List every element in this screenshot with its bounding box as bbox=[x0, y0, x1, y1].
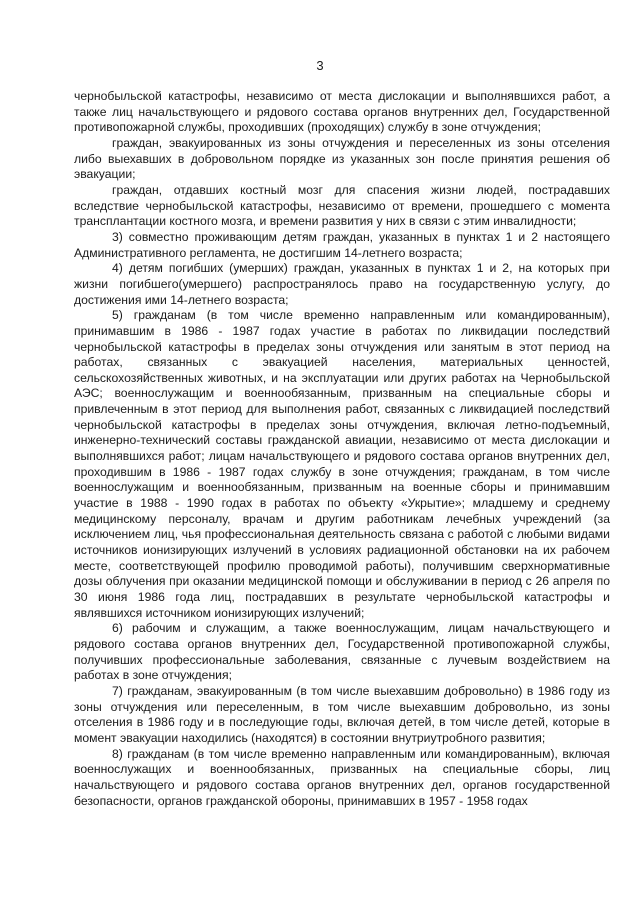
page-number: 3 bbox=[316, 58, 324, 73]
paragraph-item-7: 7) гражданам, эвакуированным (в том числе выехавшим добровольно) в 1986 году из зоны отчуждения или переселенным, в том числе выехавшим добровольно, из зоны отселения в 1986 году и в последующие годы, включая детей, в том числе детей, которые в момент эвакуации находились (находятся) в состоянии внутриутробного развития; bbox=[74, 683, 610, 745]
paragraph-item-6: 6) рабочим и служащим, а также военнослужащим, лицам начальствующего и рядового состава органов внутренних дел, Государственной противопожарной службы, получивших профессиональные заболевания, связанные с лучевым воздействием на работах в зоне отчуждения; bbox=[74, 621, 610, 683]
paragraph-item-5: 5) гражданам (в том числе временно направленным или командированным), принимавшим в 1986 - 1987 годах участие в работах по ликвидации последствий чернобыльской катастрофы в пределах зоны отчуждения или занятым в этот период на работах, связанных с эвакуацией населения, материальных ценностей, сельскохозяйственных животных, и на эксплуатации или других работах на Чернобыльской АЭС; военнослужащим и военнообязанным, призванным на специальные сборы и привлеченным в этот период для выполнения работ, связанных с ликвидацией последствий чернобыльской катастрофы в пределах зоны отчуждения, включая летно-подъемный, инженерно-технический составы гражданской авиации, независимо от места дислокации и выполнявшихся работ; лицам начальствующего и рядового состава органов внутренних дел, проходившим в 1986 - 1987 годах службу в зоне отчуждения; гражданам, в том числе военнослужащим и военнообязанным, призванным на военные сборы и принимавшим участие в 1988 - 1990 годах в работах по объекту «Укрытие»; младшему и среднему медицинскому персоналу, врачам и другим работникам лечебных учреждений (за исключением лиц, чья профессиональная деятельность связана с работой с любыми видами источников ионизирующих излучений в условиях радиационной обстановки на их рабочем месте, соответствующей профилю проводимой работы), получившим сверхнормативные дозы облучения при оказании медицинской помощи и обслуживании в период с 26 апреля по 30 июня 1986 года лиц, пострадавших в результате чернобыльской катастрофы и являвшихся источником ионизирующих излучений; bbox=[74, 308, 610, 620]
paragraph-item-3: 3) совместно проживающим детям граждан, указанных в пунктах 1 и 2 настоящего Административного регламента, не достигшим 14-летнего возраста; bbox=[74, 229, 610, 260]
paragraph-continued: чернобыльской катастрофы, независимо от места дислокации и выполнявшихся работ, а также лиц начальствующего и рядового состава органов внутренних дел, Государственной противопожарной службы, проходивших (проходящих) службу в зоне отчуждения; bbox=[74, 89, 610, 135]
document-body bbox=[74, 89, 610, 809]
paragraph-evacuated-citizens: граждан, эвакуированных из зоны отчуждения и переселенных из зоны отселения либо выехавших в добровольном порядке из указанных зон после принятия решения об эвакуации; bbox=[74, 135, 610, 182]
paragraph-item-8: 8) гражданам (в том числе временно направленным или командированным), включая военнослужащих и военнообязанных, призванных на специальные сборы, лиц начальствующего и рядового состава органов внутренних дел, органов государственной безопасности, органов гражданской обороны, принимавших в 1957 - 1958 годах bbox=[74, 746, 610, 808]
paragraph-item-4: 4) детям погибших (умерших) граждан, указанных в пунктах 1 и 2, на которых при жизни погибшего(умершего) распространялось право на государственную услугу, до достижения ими 14-летнего возраста; bbox=[74, 261, 610, 307]
paragraph-bone-marrow-donors: граждан, отдавших костный мозг для спасения жизни людей, пострадавших вследствие чернобыльской катастрофы, независимо от времени, прошедшего с момента трансплантации костного мозга, и времени развития у них в связи с этим инвалидности; bbox=[74, 182, 610, 229]
